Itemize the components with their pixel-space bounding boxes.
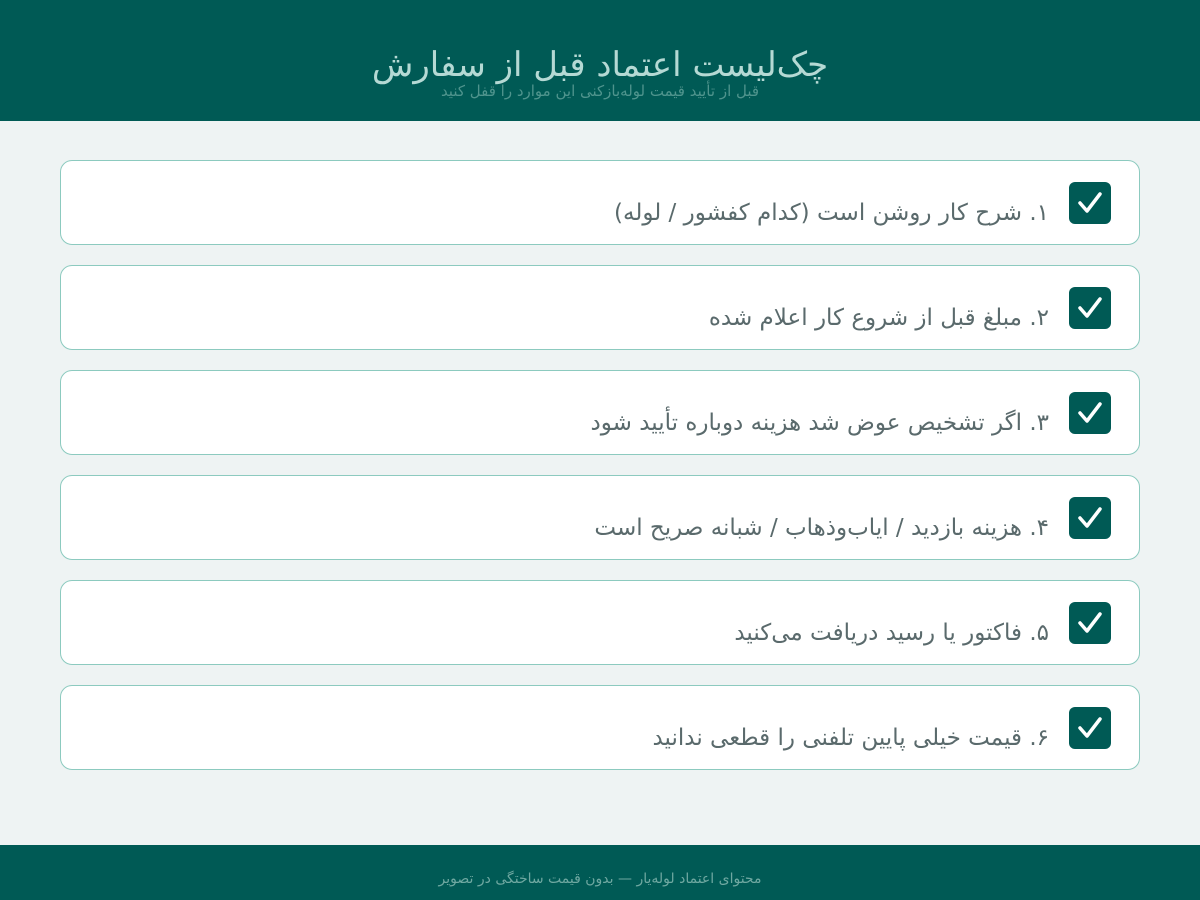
item-number: ۵. xyxy=(1029,620,1049,646)
item-label: شرح کار روشن است (کدام کفشور / لوله) xyxy=(614,200,1023,226)
checklist-item-3[interactable] xyxy=(60,370,1140,455)
checklist-item-6[interactable] xyxy=(60,685,1140,770)
checkmark-icon xyxy=(1075,713,1105,743)
checkmark-icon xyxy=(1075,608,1105,638)
checklist-item-text xyxy=(734,618,1049,648)
page-subtitle: قبل از تأیید قیمت لوله‌بازکنی این موارد را قفل کنید xyxy=(440,82,760,100)
checklist-item-text xyxy=(591,408,1049,438)
checkbox[interactable] xyxy=(1069,602,1111,644)
checklist-item-2[interactable] xyxy=(60,265,1140,350)
item-label: هزینه بازدید / ایاب‌وذهاب / شبانه صریح است xyxy=(594,515,1023,541)
checklist-item-text xyxy=(709,303,1049,333)
checklist xyxy=(60,160,1140,790)
page-footer xyxy=(0,845,1200,900)
item-label: مبلغ قبل از شروع کار اعلام شده xyxy=(708,305,1023,331)
checkmark-icon xyxy=(1075,398,1105,428)
item-label: قیمت خیلی پایین تلفنی را قطعی ندانید xyxy=(652,725,1023,751)
checkbox[interactable] xyxy=(1069,287,1111,329)
footer-note: محتوای اعتماد لوله‌یار — بدون قیمت ساختگی در تصویر xyxy=(438,871,762,887)
checklist-item-text xyxy=(594,513,1049,543)
item-number: ۲. xyxy=(1029,305,1049,331)
checkbox[interactable] xyxy=(1069,392,1111,434)
checklist-item-text xyxy=(614,198,1049,228)
checklist-item-text xyxy=(652,723,1049,753)
page-header xyxy=(0,0,1200,121)
checklist-item-1[interactable] xyxy=(60,160,1140,245)
item-number: ۱. xyxy=(1029,200,1049,226)
item-label: فاکتور یا رسید دریافت می‌کنید xyxy=(734,620,1023,646)
checkbox[interactable] xyxy=(1069,182,1111,224)
checkmark-icon xyxy=(1075,503,1105,533)
checkmark-icon xyxy=(1075,293,1105,323)
item-label: اگر تشخیص عوض شد هزینه دوباره تأیید شود xyxy=(590,410,1023,436)
checkmark-icon xyxy=(1075,188,1105,218)
checklist-item-4[interactable] xyxy=(60,475,1140,560)
item-number: ۳. xyxy=(1029,410,1049,436)
checkbox[interactable] xyxy=(1069,497,1111,539)
checkbox[interactable] xyxy=(1069,707,1111,749)
checklist-item-5[interactable] xyxy=(60,580,1140,665)
item-number: ۴. xyxy=(1029,515,1049,541)
page-title: چک‌لیست اعتماد قبل از سفارش xyxy=(371,45,829,85)
item-number: ۶. xyxy=(1029,725,1049,751)
